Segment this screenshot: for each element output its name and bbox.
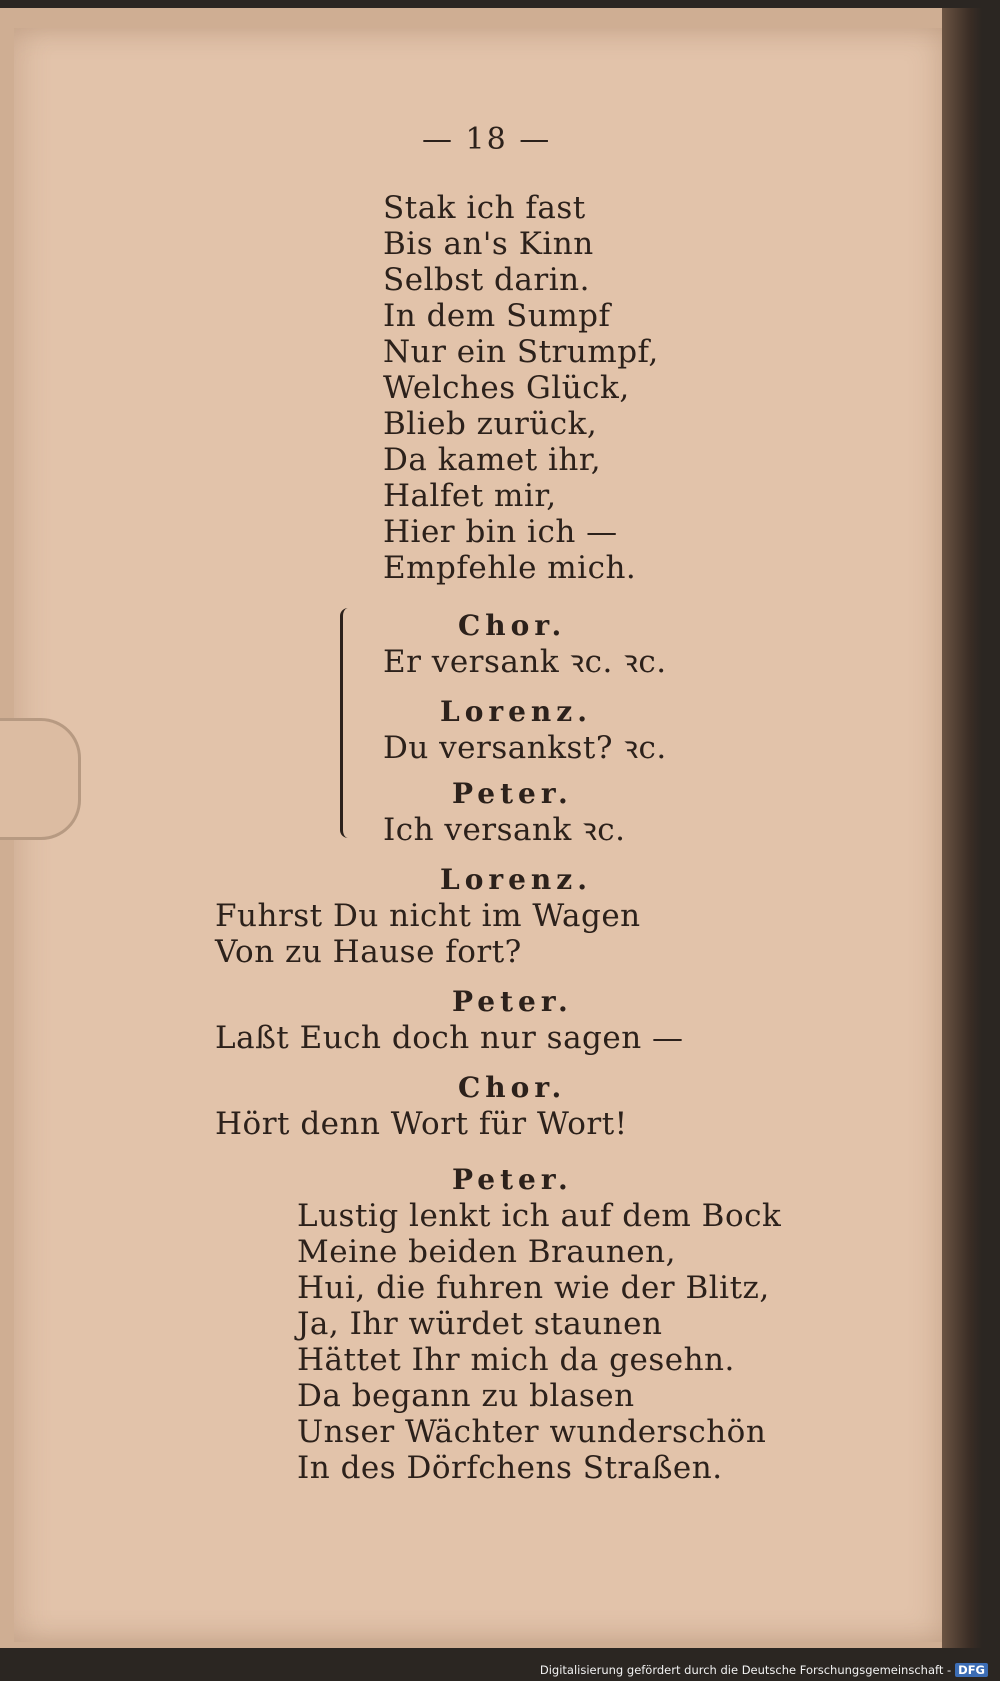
credit-text: Digitalisierung gefördert durch die Deutsche Forschungsgemeinschaft - <box>539 1663 952 1677</box>
speaker-label: Chor. <box>458 1071 567 1104</box>
verse-line: Ich versank ꝛc. <box>383 812 626 848</box>
verse-line: Fuhrst Du nicht im Wagen <box>215 898 641 934</box>
speaker-label: Chor. <box>458 609 567 642</box>
verse-line: Hier bin ich — <box>383 514 618 550</box>
verse-line: Von zu Hause fort? <box>215 934 522 970</box>
verse-line: Stak ich fast <box>383 190 586 226</box>
book-gutter <box>942 8 982 1648</box>
verse-line: Ja, Ihr würdet staunen <box>297 1306 663 1342</box>
speaker-label: Peter. <box>452 1163 573 1196</box>
verse-line: Bis an's Kinn <box>383 226 594 262</box>
verse-line: Hui, die fuhren wie der Blitz, <box>297 1270 770 1306</box>
speaker-label: Lorenz. <box>440 695 592 728</box>
verse-line: Selbst darin. <box>383 262 590 298</box>
dfg-logo: DFG <box>955 1663 988 1677</box>
verse-line: Da kamet ihr, <box>383 442 602 478</box>
verse-line: In des Dörfchens Straßen. <box>297 1450 723 1486</box>
bookmark-tab <box>0 718 81 840</box>
verse-line: Er versank ꝛc. ꝛc. <box>383 644 667 680</box>
verse-line: In dem Sumpf <box>383 298 611 334</box>
page-number: — 18 — <box>422 122 552 157</box>
verse-line: Unser Wächter wunderschön <box>297 1414 767 1450</box>
verse-line: Nur ein Strumpf, <box>383 334 659 370</box>
verse-line: Hättet Ihr mich da gesehn. <box>297 1342 735 1378</box>
verse-line: Empfehle mich. <box>383 550 637 586</box>
verse-line: Meine beiden Braunen, <box>297 1234 676 1270</box>
verse-line: Lustig lenkt ich auf dem Bock <box>297 1198 782 1234</box>
verse-line: Du versankst? ꝛc. <box>383 730 667 766</box>
verse-line: Welches Glück, <box>383 370 630 406</box>
verse-line: Blieb zurück, <box>383 406 598 442</box>
verse-line: Laßt Euch doch nur sagen — <box>215 1020 684 1056</box>
digitization-credit <box>540 1663 988 1677</box>
verse-line: Halfet mir, <box>383 478 557 514</box>
speaker-label: Lorenz. <box>440 863 592 896</box>
verse-line: Hört denn Wort für Wort! <box>215 1106 628 1142</box>
speaker-label: Peter. <box>452 777 573 810</box>
verse-line: Da begann zu blasen <box>297 1378 635 1414</box>
curly-brace <box>340 608 361 838</box>
speaker-label: Peter. <box>452 985 573 1018</box>
